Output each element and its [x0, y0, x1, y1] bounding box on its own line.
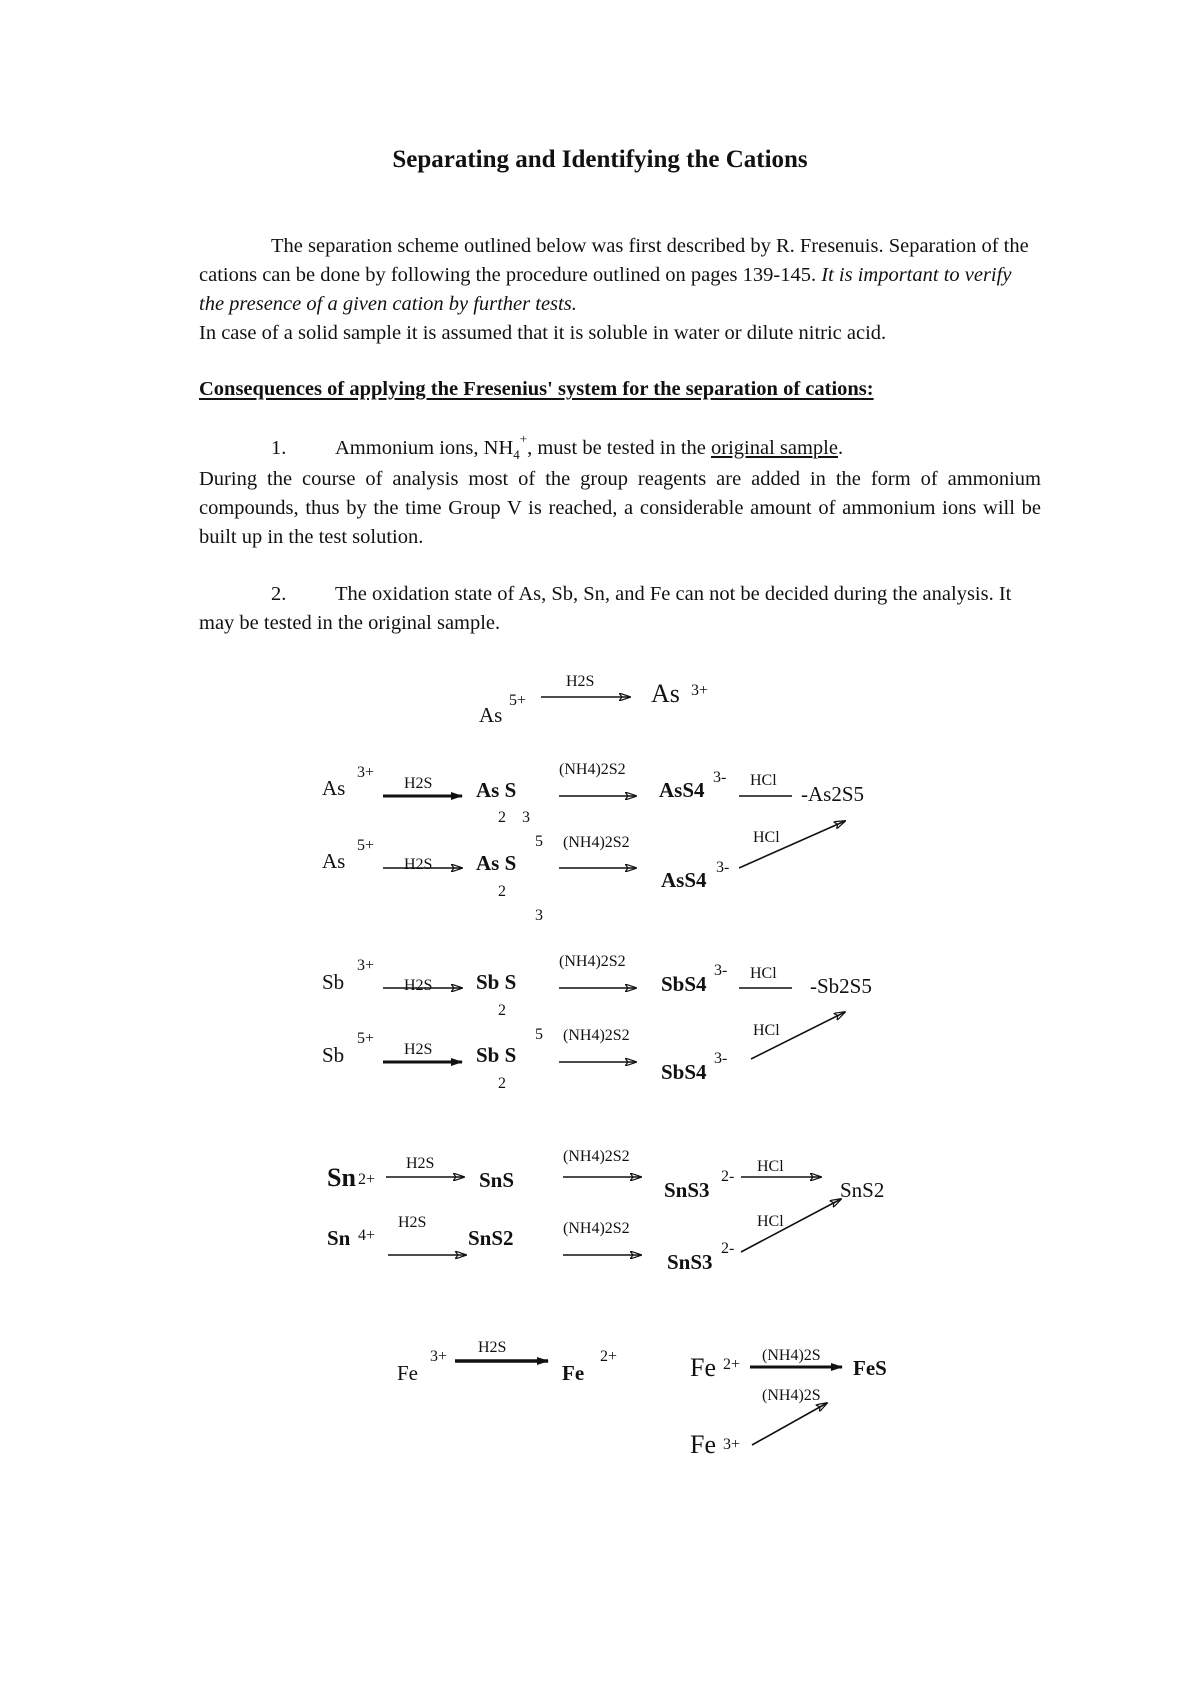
as2-sub3: 3: [535, 907, 543, 924]
sb2-r3: HCl: [753, 1022, 780, 1039]
item-1-underlined: original sample: [711, 437, 838, 459]
as1-thio: AsS4: [659, 778, 705, 802]
sb1-r3: HCl: [750, 965, 777, 982]
sb2-charge: 5+: [357, 1030, 375, 1047]
sn2-ion: Sn: [327, 1226, 351, 1250]
as2-sup: 5: [535, 833, 543, 850]
fe-left-from-charge: 3+: [430, 1348, 448, 1365]
as1-charge: 3+: [357, 764, 375, 781]
sn2-r1: H2S: [398, 1214, 427, 1231]
sn2-sulfide: SnS2: [468, 1226, 514, 1250]
intro-solid-sample-text: In case of a solid sample it is assumed that it is soluble in water or dilute nitric acid.: [199, 322, 887, 344]
as2-r2: (NH4)2S2: [563, 834, 630, 851]
item-1-sub: 4: [513, 447, 520, 463]
item-2-text: The oxidation state of As, Sb, Sn, and Fe can not be decided during the analysis. It may be tested in the original sample.: [199, 583, 1012, 634]
sb2-r2: (NH4)2S2: [563, 1027, 630, 1044]
item-1-number: 1.: [271, 437, 287, 459]
item-1-paragraph: During the course of analysis most of the group reagents are added in the form of ammonium compounds, thus by the time Group V is reached, a considerable amount of ammonium ions will be built up in the test solution.: [199, 468, 1041, 548]
sb1-thio-charge: 3-: [714, 962, 728, 979]
sb2-r1: H2S: [404, 1041, 433, 1058]
intro-text: The separation scheme outlined below was first described by R. Fresenuis. Separation of the cations can be done by following the procedure outlined on pages 139-145.: [199, 235, 1029, 286]
sb2-sulfide: Sb S: [476, 1043, 517, 1067]
fe-right-reagent2: (NH4)2S: [762, 1387, 821, 1404]
as2-sub2: 2: [498, 883, 506, 900]
as2-ion: As: [322, 849, 346, 873]
fe-right-reagent1: (NH4)2S: [762, 1347, 821, 1364]
sn1-sulfide: SnS: [479, 1168, 515, 1192]
fe-left-from: Fe: [397, 1361, 418, 1385]
sb2-sub: 2: [498, 1075, 506, 1092]
sn2-thio: SnS3: [667, 1250, 713, 1274]
sn1-r1: H2S: [406, 1155, 435, 1172]
as-top-from-charge: 5+: [509, 692, 527, 709]
sn1-ion: Sn: [327, 1163, 356, 1192]
sb1-product: -Sb2S5: [810, 974, 872, 998]
as-top-to: As: [651, 679, 680, 708]
sb1-sub: 2: [498, 1002, 506, 1019]
fe-left-reagent: H2S: [478, 1339, 507, 1356]
as1-r3: HCl: [750, 772, 777, 789]
item-1-sup: +: [519, 431, 528, 446]
as2-r1: H2S: [404, 856, 433, 873]
sb1-thio: SbS4: [661, 972, 707, 996]
sb1-ion: Sb: [322, 970, 345, 994]
item-2-number: 2.: [271, 583, 287, 605]
sb2-sup: 5: [535, 1026, 543, 1043]
sn1-thio-charge: 2-: [721, 1168, 735, 1185]
as1-product: -As2S5: [801, 782, 865, 806]
item-1-text-a: Ammonium ions, NH: [335, 437, 514, 459]
fe-left-to-charge: 2+: [600, 1348, 618, 1365]
sb1-r2: (NH4)2S2: [559, 953, 626, 970]
sn1-r2: (NH4)2S2: [563, 1148, 630, 1165]
page-title: Separating and Identifying the Cations: [392, 146, 808, 173]
sb2-ion: Sb: [322, 1043, 345, 1067]
sn1-product: SnS2: [840, 1178, 885, 1202]
fe-left-to: Fe: [562, 1361, 585, 1385]
sb1-charge: 3+: [357, 957, 375, 974]
sb1-r1: H2S: [404, 977, 433, 994]
as2-sulfide: As S: [476, 851, 517, 875]
as-top-from: As: [479, 703, 503, 727]
as-top-reagent: H2S: [566, 673, 595, 690]
arrow-fe3-nh4: [752, 1403, 827, 1445]
sn1-charge: 2+: [358, 1171, 376, 1188]
sb2-thio: SbS4: [661, 1060, 707, 1084]
sb2-thio-charge: 3-: [714, 1050, 728, 1067]
as1-subscript: 2 3: [498, 809, 530, 826]
as1-thio-charge: 3-: [713, 769, 727, 786]
item-1-text-c: .: [837, 437, 844, 459]
intro-italic-note: It is important to verify the presence of a given cation by further tests.: [199, 264, 1012, 315]
as-top-to-charge: 3+: [691, 682, 709, 699]
as2-charge: 5+: [357, 837, 375, 854]
as1-ion: As: [322, 776, 346, 800]
consequences-heading: Consequences of applying the Fresenius' system for the separation of cations:: [199, 378, 874, 400]
sn1-thio: SnS3: [664, 1178, 710, 1202]
fe-right-product: FeS: [853, 1356, 887, 1380]
fe-right-charge1: 2+: [723, 1356, 741, 1373]
fe-right-ion2: Fe: [690, 1430, 716, 1459]
sn2-thio-charge: 2-: [721, 1240, 735, 1257]
sn2-r2: (NH4)2S2: [563, 1220, 630, 1237]
sb1-sulfide: Sb S: [476, 970, 517, 994]
sn2-r3: HCl: [757, 1213, 784, 1230]
sn1-r3: HCl: [757, 1158, 784, 1175]
as2-thio: AsS4: [661, 868, 707, 892]
as2-thio-charge: 3-: [716, 859, 730, 876]
as1-sulfide: As S: [476, 778, 517, 802]
as1-r1: H2S: [404, 775, 433, 792]
as1-r2: (NH4)2S2: [559, 761, 626, 778]
item-1-text-b: , must be tested in the: [527, 437, 711, 459]
arrow-sn2-hcl: [741, 1199, 841, 1252]
sn2-charge: 4+: [358, 1227, 376, 1244]
fe-right-ion1: Fe: [690, 1353, 716, 1382]
fe-right-charge2: 3+: [723, 1436, 741, 1453]
as2-r3: HCl: [753, 829, 780, 846]
